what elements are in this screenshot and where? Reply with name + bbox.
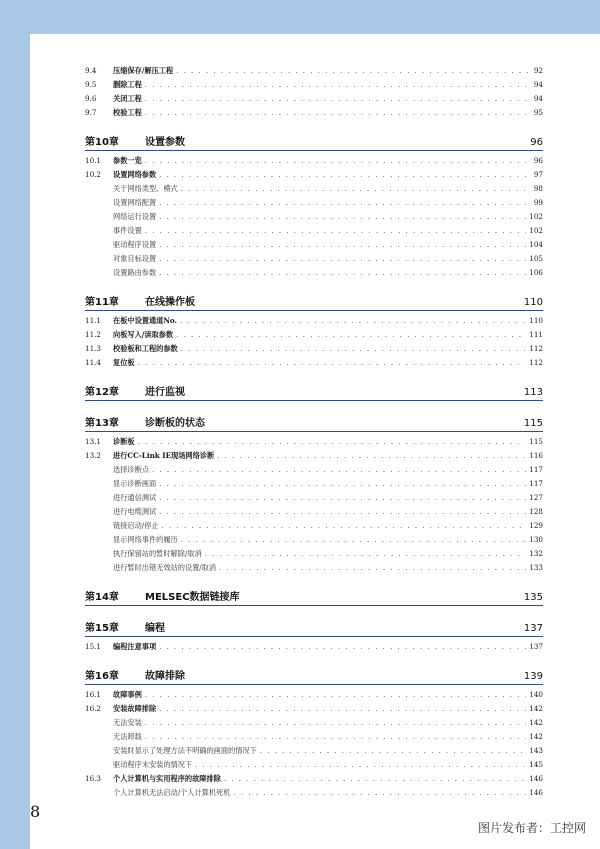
chapter-number: 第12章 [85,387,119,398]
entry-page: 110 [529,316,543,325]
chapter-number: 第15章 [85,623,119,634]
top-blue-band [0,0,600,34]
dot-leader [159,252,526,266]
dot-leader [145,78,531,92]
entry-page: 94 [533,94,543,103]
toc-subsection-entry [85,786,543,800]
entry-page: 94 [533,80,543,89]
dot-leader [159,196,531,210]
dot-leader [159,491,526,505]
dot-leader [205,547,527,561]
section-number: 16.2 [85,704,102,713]
dot-leader [138,356,527,370]
entry-page: 102 [529,212,543,221]
chapter-heading [85,585,543,606]
section-number: 11.1 [85,316,102,325]
toc-subsection-entry [85,533,543,547]
section-number: 9.5 [85,80,97,89]
entry-page: 117 [529,479,543,488]
entry-title: 选择诊断点 [113,465,149,474]
toc-subsection-entry [85,477,543,491]
toc-section-entry [85,772,543,786]
dot-leader [180,314,526,328]
dot-leader [159,702,526,716]
dot-leader [159,477,526,491]
entry-title: 安装故障排除 [113,704,157,713]
entry-title: 编程注意事项 [113,642,157,651]
chapter-title: 故障排除 [145,671,185,682]
dot-leader [138,435,527,449]
entry-page: 102 [529,226,543,235]
entry-title: 显示诊断画面 [113,479,157,488]
entry-title: 进行暂时出错无效站的设置/取消 [113,563,217,572]
dot-leader [145,154,531,168]
chapter-number: 第16章 [85,671,119,682]
toc-section-entry [85,106,543,120]
entry-title: 在板中设置通道No. [113,316,178,325]
dot-leader [219,561,526,575]
toc-section-entry [85,328,543,342]
entry-title: 进行电缆测试 [113,507,157,516]
dot-leader [159,210,526,224]
entry-page: 111 [529,330,543,339]
dot-leader [145,716,527,730]
entry-page: 95 [533,108,543,117]
dot-leader [260,744,527,758]
entry-page: 105 [529,254,543,263]
section-number: 11.4 [85,358,102,367]
entry-page: 104 [529,240,543,249]
entry-title: 网络运行设置 [113,212,157,221]
section-number: 13.2 [85,451,102,460]
chapter-number: 第13章 [85,418,119,429]
toc-subsection-entry [85,744,543,758]
entry-title: 驱动程序未安装的情况下 [113,760,193,769]
entry-page: 96 [533,156,543,165]
chapter-title: 设置参数 [145,137,185,148]
dot-leader [181,533,527,547]
left-blue-band [0,0,30,849]
entry-title: 故障事例 [113,690,142,699]
dot-leader [162,519,527,533]
section-number: 9.7 [85,108,97,117]
entry-page: 127 [529,493,543,502]
chapter-number: 第11章 [85,297,119,308]
entry-title: 向板写入/读取参数 [113,330,174,339]
chapter-title: 诊断板的状态 [145,418,205,429]
entry-page: 129 [529,521,543,530]
chapter-title: 进行监视 [145,387,185,398]
entry-title: 复位板 [113,358,135,367]
toc-subsection-entry [85,463,543,477]
chapter-heading [85,130,543,151]
toc-section-entry [85,314,543,328]
chapter-page: 139 [523,671,543,682]
entry-title: 关于网络类型、模式 [113,184,178,193]
dot-leader [145,688,527,702]
entry-title: 执行保留站的暂时解除/取消 [113,549,202,558]
toc-section-entry [85,449,543,463]
chapter-heading [85,380,543,401]
section-number: 9.6 [85,94,97,103]
toc-section-entry [85,78,543,92]
entry-title: 驱动程序设置 [113,240,157,249]
entry-page: 128 [529,507,543,516]
entry-page: 106 [529,268,543,277]
dot-leader [224,772,526,786]
chapter-page: 110 [523,297,543,308]
entry-title: 校验工程 [113,108,142,117]
chapter-title: 编程 [145,623,165,634]
entry-title: 设置路由参数 [113,268,157,277]
entry-title: 关闭工程 [113,94,142,103]
chapter-title: MELSEC数据链接库 [145,592,240,603]
entry-title: 进行CC-Link IE现场网络诊断 [113,451,215,460]
toc-subsection-entry [85,505,543,519]
entry-title: 无法卸载 [113,732,142,741]
section-number: 11.3 [85,344,102,353]
dot-leader [145,92,531,106]
entry-page: 97 [533,170,543,179]
dot-leader [145,224,527,238]
entry-title: 压缩保存/解压工程 [113,66,174,75]
dot-leader [145,730,527,744]
entry-page: 143 [529,746,543,755]
section-number: 16.3 [85,774,102,783]
dot-leader [159,505,526,519]
chapter-page: 96 [530,137,543,148]
dot-leader [159,640,526,654]
toc-subsection-entry [85,519,543,533]
toc-subsection-entry [85,182,543,196]
entry-title: 诊断板 [113,437,135,446]
toc-subsection-entry [85,238,543,252]
entry-page: 142 [529,732,543,741]
toc-subsection-entry [85,224,543,238]
chapter-number: 第10章 [85,137,119,148]
entry-title: 个人计算机无法启动/个人计算机死机 [113,788,231,797]
toc-subsection-entry [85,561,543,575]
toc-subsection-entry [85,547,543,561]
section-number: 15.1 [85,642,102,651]
table-of-contents [85,64,543,800]
chapter-heading [85,411,543,432]
section-number: 16.1 [85,690,102,699]
chapter-title: 在线操作板 [145,297,195,308]
chapter-heading [85,616,543,637]
chapter-page: 135 [523,592,543,603]
dot-leader [159,266,526,280]
entry-page: 112 [529,358,543,367]
entry-page: 115 [529,437,543,446]
entry-page: 99 [533,198,543,207]
entry-page: 117 [529,465,543,474]
chapter-heading [85,664,543,685]
entry-title: 安装时显示了处理方法不明确的画面的情况下 [113,746,257,755]
dot-leader [152,463,526,477]
toc-section-entry [85,640,543,654]
dot-leader [159,168,531,182]
toc-subsection-entry [85,491,543,505]
toc-section-entry [85,64,543,78]
chapter-page: 115 [523,418,543,429]
entry-page: 133 [529,563,543,572]
dot-leader [217,449,526,463]
entry-title: 设置网络配置 [113,198,157,207]
toc-subsection-entry [85,210,543,224]
chapter-heading [85,290,543,311]
entry-page: 116 [529,451,543,460]
chapter-number: 第14章 [85,592,119,603]
entry-title: 个人计算机与实用程序的故障排除 [113,774,221,783]
toc-section-entry [85,356,543,370]
entry-page: 146 [529,788,543,797]
entry-title: 事件设置 [113,226,142,235]
dot-leader [195,758,526,772]
section-number: 10.2 [85,170,102,179]
toc-section-entry [85,154,543,168]
entry-page: 142 [529,704,543,713]
chapter-page: 137 [523,623,543,634]
toc-section-entry [85,342,543,356]
toc-subsection-entry [85,716,543,730]
section-number: 10.1 [85,156,102,165]
dot-leader [181,182,531,196]
section-number: 13.1 [85,437,102,446]
entry-title: 参数一览 [113,156,142,165]
entry-title: 显示网络事件的履历 [113,535,178,544]
entry-page: 140 [529,690,543,699]
entry-title: 删除工程 [113,80,142,89]
toc-section-entry [85,168,543,182]
entry-page: 145 [529,760,543,769]
section-number: 9.4 [85,66,97,75]
entry-page: 130 [529,535,543,544]
entry-title: 进行通信测试 [113,493,157,502]
toc-subsection-entry [85,266,543,280]
toc-section-entry [85,435,543,449]
entry-title: 链接启动/停止 [113,521,159,530]
entry-page: 146 [529,774,543,783]
dot-leader [233,786,526,800]
toc-subsection-entry [85,730,543,744]
watermark: 图片发布者：工控网 [477,821,586,835]
dot-leader [181,342,527,356]
entry-title: 无法安装 [113,718,142,727]
page-number: 8 [30,802,41,821]
entry-page: 132 [529,549,543,558]
chapter-page: 113 [523,387,543,398]
toc-subsection-entry [85,758,543,772]
dot-leader [145,106,531,120]
entry-title: 校验板和工程的参数 [113,344,178,353]
toc-subsection-entry [85,196,543,210]
dot-leader [159,238,526,252]
entry-page: 92 [533,66,543,75]
toc-subsection-entry [85,252,543,266]
dot-leader [176,328,526,342]
entry-page: 142 [529,718,543,727]
toc-section-entry [85,92,543,106]
entry-page: 98 [533,184,543,193]
section-number: 11.2 [85,330,102,339]
dot-leader [176,64,531,78]
entry-page: 137 [529,642,543,651]
entry-title: 对象目标设置 [113,254,157,263]
entry-title: 设置网络参数 [113,170,157,179]
entry-page: 112 [529,344,543,353]
toc-section-entry [85,688,543,702]
toc-section-entry [85,702,543,716]
